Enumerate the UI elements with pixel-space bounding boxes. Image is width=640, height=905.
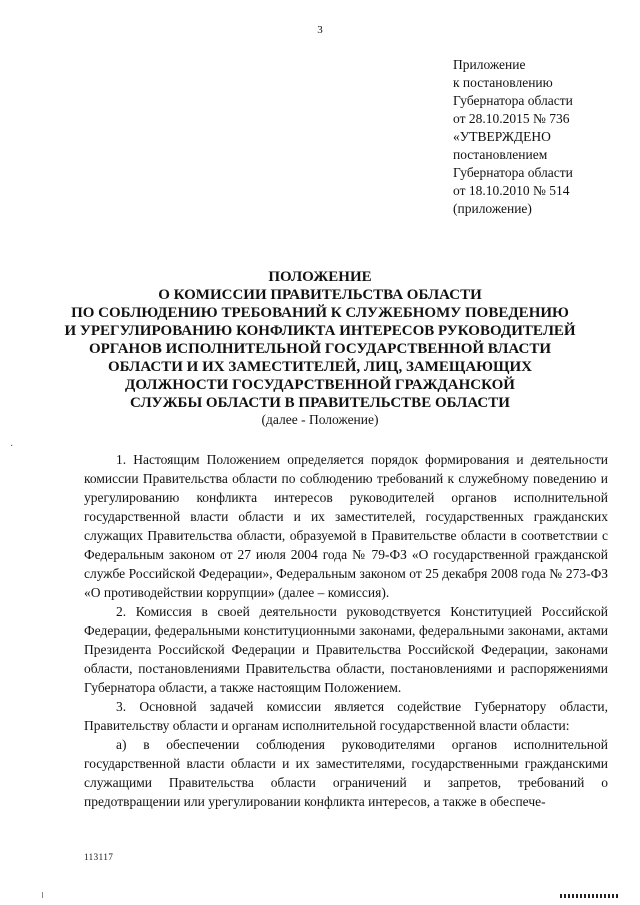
- appendix-line: постановлением: [453, 147, 548, 162]
- appendix-line: от 28.10.2015 № 736: [453, 111, 570, 126]
- appendix-line: Губернатора области: [453, 93, 573, 108]
- paragraph: 2. Комиссия в своей деятельности руководствуется Конституцией Российской Федерации, федеральными конституционными законами, федеральными законами, актами Президента Российской Федерации и Правительства Российской Федерации, законами области, постановлениями Правительства области, постановлениями и распоряжениями Губернатора области, а также настоящим Положением.: [84, 604, 608, 695]
- title-line: ОРГАНОВ ИСПОЛНИТЕЛЬНОЙ ГОСУДАРСТВЕННОЙ ВЛАСТИ: [88, 341, 552, 357]
- page-number: 3: [317, 24, 323, 36]
- title-line: ОБЛАСТИ И ИХ ЗАМЕСТИТЕЛЕЙ, ЛИЦ, ЗАМЕЩАЮЩИХ: [107, 359, 533, 375]
- appendix-line: от 18.10.2010 № 514: [453, 183, 570, 198]
- paragraph: а) в обеспечении соблюдения руководителями органов исполнительной государственной власти области и их заместителями, государственными гражданскими служащими Правительства области ограничений и запретов, требований о предотвращении или урегулировании конфликта интересов, а также в обеспече-: [84, 737, 608, 809]
- title-line: О КОМИССИИ ПРАВИТЕЛЬСТВА ОБЛАСТИ: [158, 287, 482, 303]
- appendix-line: (приложение): [453, 201, 532, 216]
- margin-mark: ·: [10, 441, 14, 452]
- paragraph: 3. Основной задачей комиссии является содействие Губернатору области, Правительству области и органам исполнительной государственной власти области:: [84, 699, 608, 733]
- footer-code: 113117: [84, 852, 114, 862]
- scan-barcode-marks: [560, 894, 620, 898]
- title-line: И УРЕГУЛИРОВАНИЮ КОНФЛИКТА ИНТЕРЕСОВ РУКОВОДИТЕЛЕЙ: [64, 323, 576, 339]
- document-title: [0, 268, 640, 412]
- title-line: ПО СОБЛЮДЕНИЮ ТРЕБОВАНИЙ К СЛУЖЕБНОМУ ПОВЕДЕНИЮ: [71, 305, 569, 321]
- appendix-line: к постановлению: [453, 75, 553, 90]
- document-body: [84, 450, 608, 811]
- appendix-block: [453, 56, 633, 218]
- title-line: СЛУЖБЫ ОБЛАСТИ В ПРАВИТЕЛЬСТВЕ ОБЛАСТИ: [130, 395, 510, 411]
- appendix-line: Губернатора области: [453, 165, 573, 180]
- paragraph: 1. Настоящим Положением определяется порядок формирования и деятельности комиссии Правительства области по соблюдению требований к служебному поведению и урегулированию конфликта интересов руководителей органов исполнительной государственной власти области и их заместителей, государственных гражданских служащих Правительства области, образуемой в Правительстве области в соответствии с Федеральным законом от 27 июля 2004 года № 79-ФЗ «О государственной гражданской службе Российской Федерации», Федеральным законом от 25 декабря 2008 года № 273-ФЗ «О противодействии коррупции» (далее – комиссия).: [84, 452, 608, 600]
- title-line: ДОЛЖНОСТИ ГОСУДАРСТВЕННОЙ ГРАЖДАНСКОЙ: [125, 377, 515, 393]
- document-subtitle: (далее - Положение): [261, 412, 379, 427]
- appendix-line: Приложение: [453, 57, 526, 72]
- appendix-line: «УТВЕРЖДЕНО: [453, 129, 551, 144]
- title-line: ПОЛОЖЕНИЕ: [268, 269, 372, 285]
- scan-tick-mark: [42, 892, 43, 898]
